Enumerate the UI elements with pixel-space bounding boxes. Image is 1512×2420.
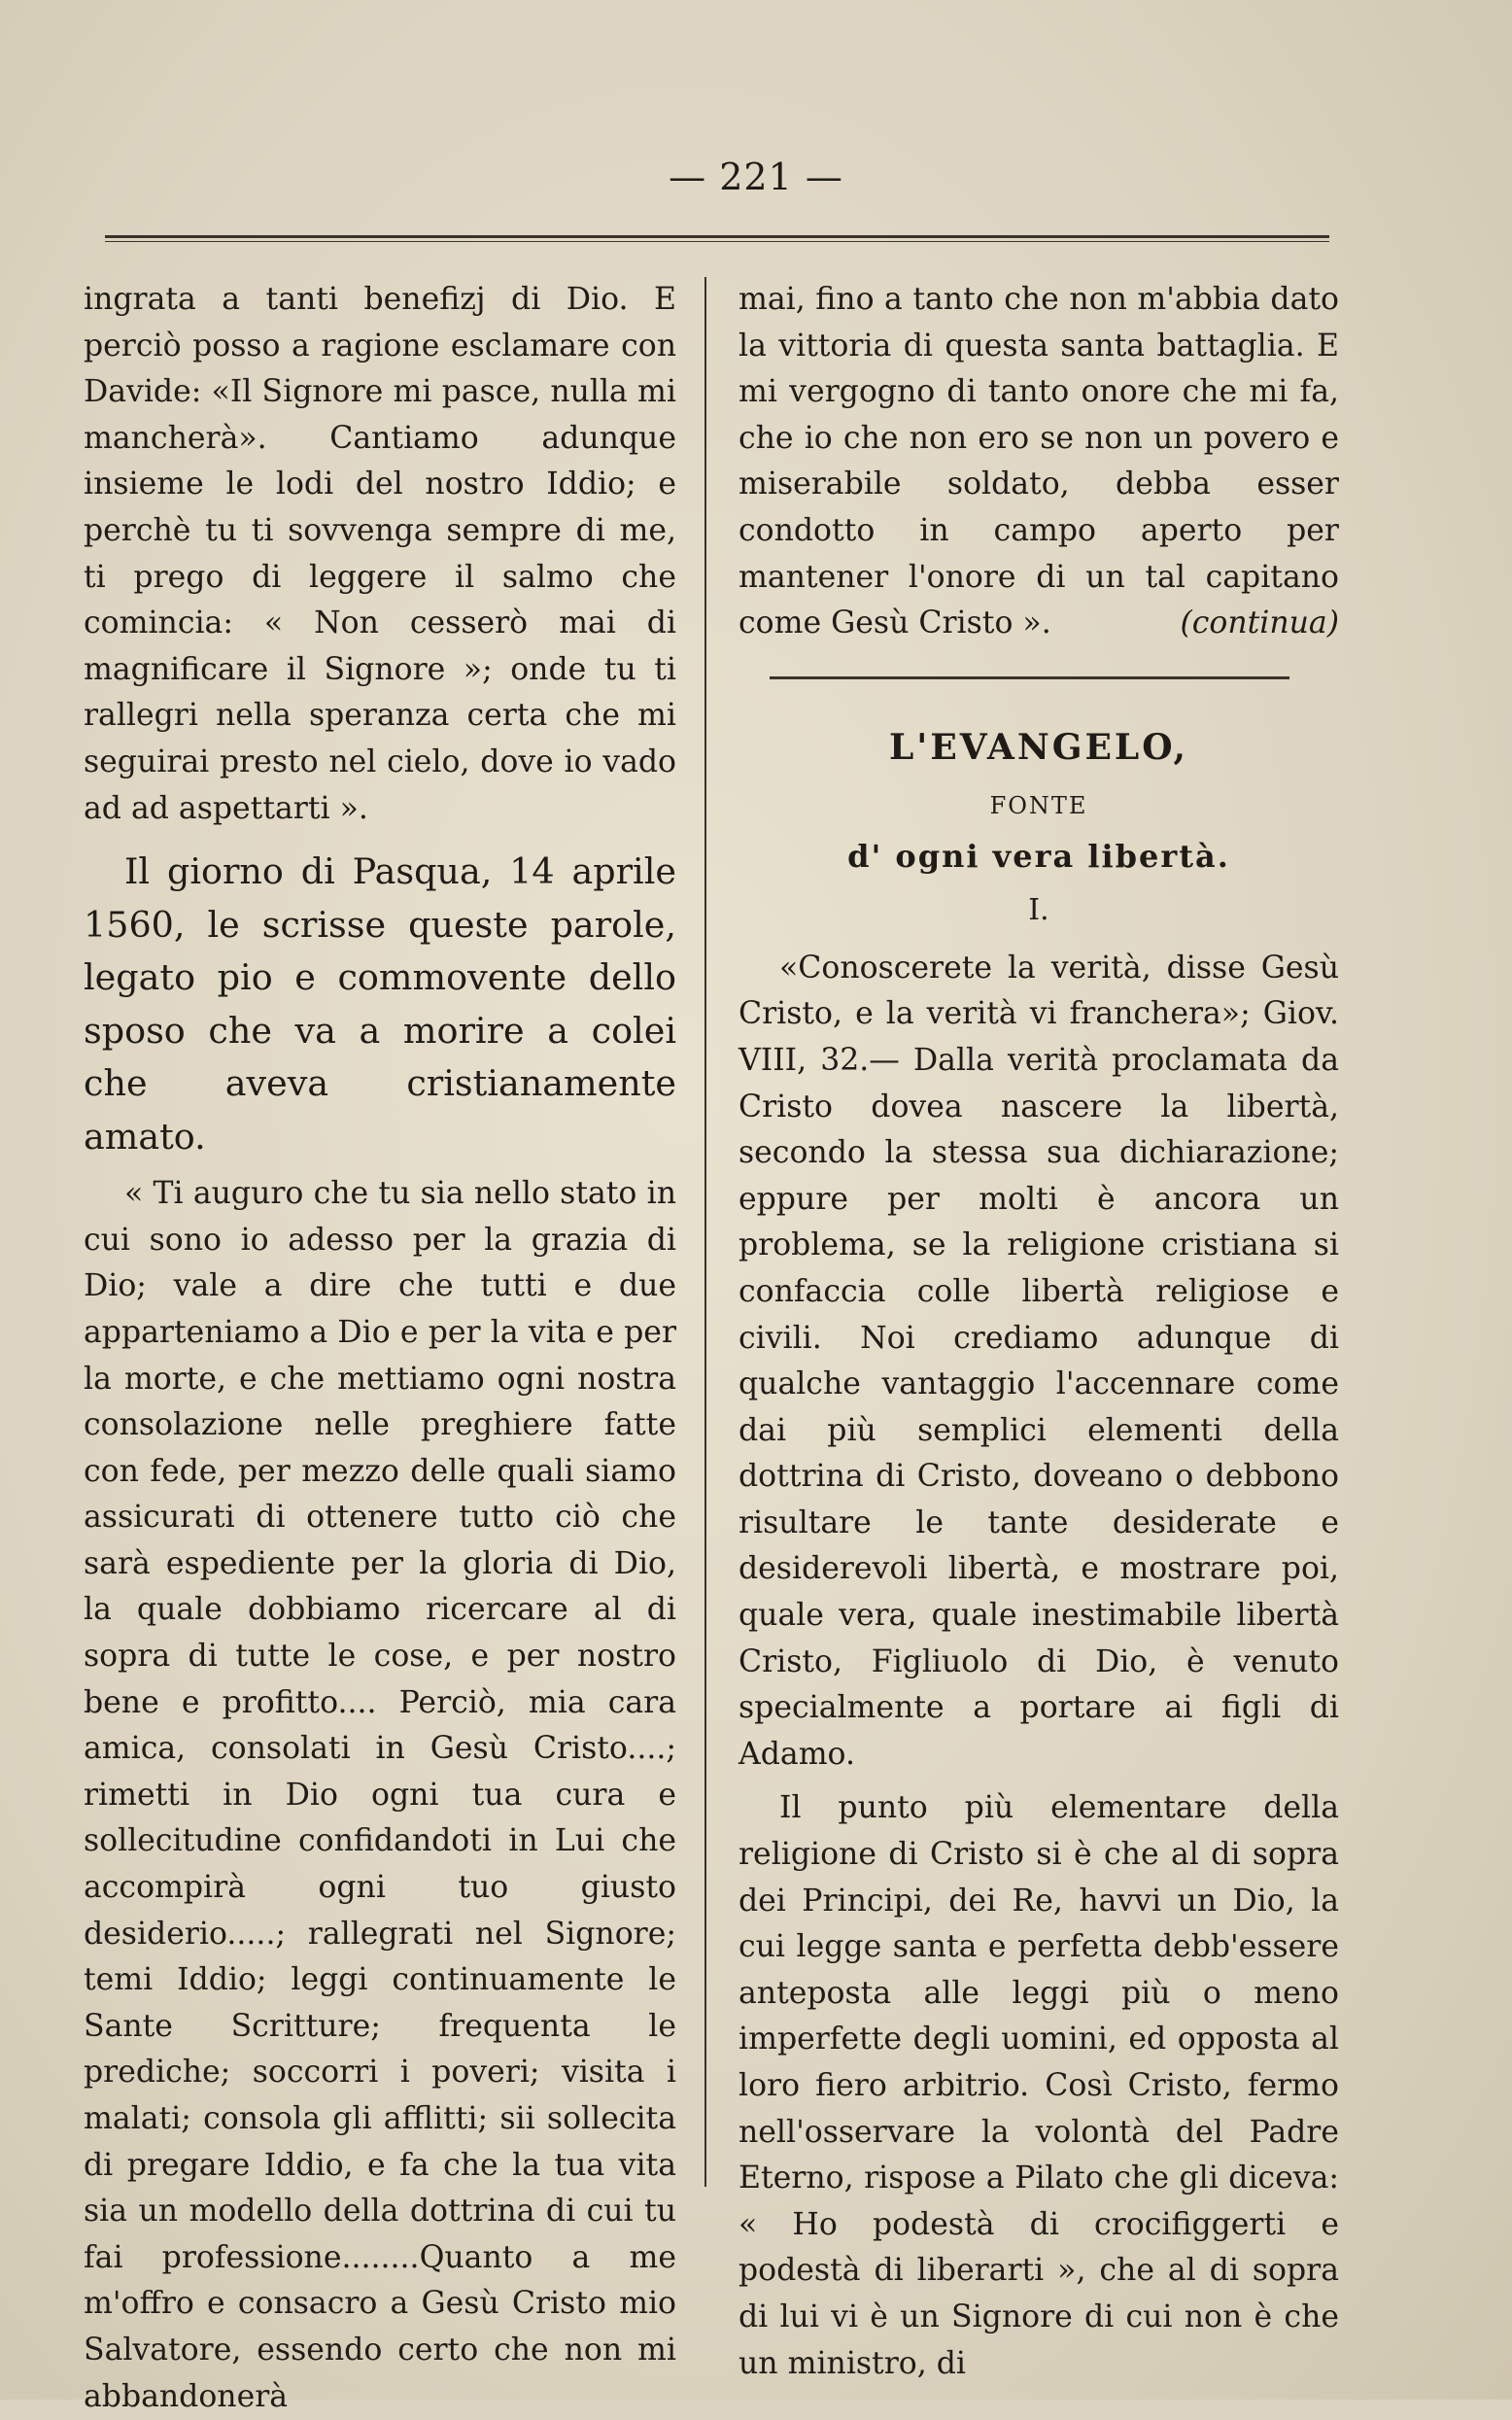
continua-note: (continua) xyxy=(1180,605,1339,641)
right-paragraph-1: «Conoscerete la verità, disse Gesù Cristo, e la verità vi franchera»; Giov. VIII, 32.— Dalla verità proclamata da Cristo dovea nascere la libertà, secondo la stessa sua dichiarazione; eppure per molti è ancora un problema, se la religione cristiana si confaccia colle libertà religiose e civili. Noi crediamo adunque di qualche vantaggio l'accennare come dai più semplici elementi della dottrina di Cristo, doveano o debbono risultare le tante desiderate e desiderevoli libertà, e mostrare poi, quale vera, quale inestimabile libertà Cristo, Figliuolo di Dio, è venuto specialmente a portare ai figli di Adamo. xyxy=(739,950,1339,1772)
left-column xyxy=(84,277,676,2420)
section-subtitle: FONTE xyxy=(989,791,1088,819)
section-subtitle-2: d' ogni vera libertà. xyxy=(847,837,1230,875)
column-divider xyxy=(704,277,706,2187)
header-rule xyxy=(105,235,1329,242)
right-continuation xyxy=(739,277,1339,647)
right-paragraph-2: Il punto più elementare della religione di Cristo si è che al di sopra dei Principi, dei Re, havvi un Dio, la cui legge santa e perfetta debb'essere anteposta alle leggi più o meno imperfette degli uomini, ed opposta al loro fiero arbitrio. Così Cristo, fermo nell'osservare la volontà del Padre Eterno, rispose a Pilato che gli diceva: « Ho podestà di crocifiggerti e podestà di liberarti », che al di sopra di lui vi è un Signore di cui non è che un ministro, di xyxy=(739,1790,1339,2381)
section-rule xyxy=(770,676,1289,679)
right-column xyxy=(739,277,1339,2387)
left-paragraph-2: Il giorno di Pasqua, 14 aprile 1560, le scrisse queste parole, legato pio e commovente dello sposo che va a morire a colei che aveva cristianamente amato. xyxy=(84,850,676,1158)
continuation-text: mai, fino a tanto che non m'abbia dato la vittoria di questa santa battaglia. E mi vergogno di tanto onore che mi fa, che io che non ero se non un povero e miserabile soldato, debba esser condotto in campo aperto per mantener l'onore di un tal capitano come Gesù Cristo ». xyxy=(739,282,1339,641)
left-paragraph-1: ingrata a tanti benefizj di Dio. E perciò posso a ragione esclamare con Davide: «Il Signore mi pasce, nulla mi mancherà». Cantiamo adunque insieme le lodi del nostro Iddio; e perchè tu ti sovvenga sempre di me, ti prego di leggere il salmo che comincia: « Non cesserò mai di magnificare il Signore »; onde tu ti rallegri nella speranza certa che mi seguirai presto nel cielo, dove io vado ad ad aspettarti ». xyxy=(84,282,676,826)
section-title: L'EVANGELO, xyxy=(888,726,1189,768)
left-paragraph-3: « Ti auguro che tu sia nello stato in cui sono io adesso per la grazia di Dio; vale a dire che tutti e due apparteniamo a Dio e per la vita e per la morte, e che mettiamo ogni nostra consolazione nelle preghiere fatte con fede, per mezzo delle quali siamo assicurati di ottenere tutto ciò che sarà espediente per la gloria di Dio, la quale dobbiamo ricercare al di sopra di tutte le cose, e per nostro bene e profitto.... Perciò, mia cara amica, consolati in Gesù Cristo....; rimetti in Dio ogni tua cura e sollecitudine confidandoti in Lui che accompirà ogni tuo giusto desiderio.....; rallegrati nel Signore; temi Iddio; leggi continuamente le Sante Scritture; frequenta le prediche; soccorri i poveri; visita i malati; consola gli afflitti; sii sollecita di pregare Iddio, e fa che la tua vita sia un modello della dottrina di cui tu fai professione........Quanto a me m'offro e consacro a Gesù Cristo mio Salvatore, essendo certo che non mi abbandonerà xyxy=(84,1176,676,2414)
section-number: I. xyxy=(1028,892,1049,927)
page-number: — 221 — xyxy=(669,156,843,198)
